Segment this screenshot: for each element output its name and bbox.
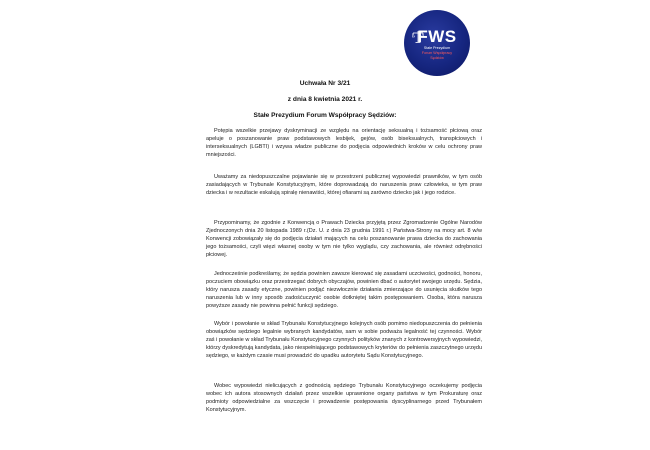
paragraph: Wybór i powołanie w skład Trybunału Konstytucyjnego kolejnych osób pomimo niedopuszczenia do pełnienia obowiązków sędziego legalnie wybranych kandydatów, sam w sobie podważa legalność tej czynności. Wybór zaś i powołanie w skład Trybunału Konstytucyjnego czynnych polityków znanych z kontrowersyjnych wypowiedzi, którzy dyskredytują kandydata, jako niespełniającego podstawowych kryteriów do pełnienia zaszczytnego urzędu sędziego, w każdym czasie musi prowadzić do upadku autorytetu Sądu Konstytucyjnego. [206, 321, 482, 359]
logo-subtitle-1: Stałe Prezydium [423, 45, 451, 50]
logo-subtitle-2: Forum Współpracy [421, 50, 453, 55]
logo-text: FWS [417, 26, 457, 46]
logo-subtitle-3: Sędziów [430, 56, 444, 61]
document-date: z dnia 8 kwietnia 2021 r. [287, 96, 363, 103]
paragraph: Przypominamy, że zgodnie z Konwencją o Prawach Dziecka przyjętą przez Zgromadzenie Ogólne Narodów Zjednoczonych dnia 20 listopada 1989 r.(Dz. U. z dnia 23 grudnia 1991 r.) Państwa-Strony na mocy art. 8 w/w Konwencji zobowiązały się do podjęcia działań mających na celu poszanowanie prawa dziecka do zachowania jego tożsamości, czyli więzi własnej osoby w tym nie tylko wyglądu, czy zachowania, ale również odrębności płciowej. [206, 220, 482, 258]
paragraph: Jednocześnie podkreślamy, że sędzia powinien zawsze kierować się zasadami uczciwości, godności, honoru, poczuciem obowiązku oraz przestrzegać dobrych obyczajów, powinien dbać o autorytet swojego urzędu. Sędzia, który narusza zasady etyczne, powinien podjąć niezwłocznie działania zmierzające do usunięcia skutków tego naruszenia lub w inny sposób zadośćuczynić osobie dotkniętej takim postępowaniem. Osoba, która narusza powyższe zasady nie powinna pełnić funkcji sędziego. [206, 271, 482, 309]
document-title: Uchwała Nr 3/21 [299, 80, 351, 87]
paragraph: Potępia wszelkie przejawy dyskryminacji ze względu na orientację seksualną i tożsamość płciową oraz apeluje o poszanowanie praw podstawowych lesbijek, gejów, osób biseksualnych, transpłciowych i interseksualnych (LGBTI) i wzywa władze publiczne do podjęcia odpowiednich kroków w celu ochrony praw mniejszości. [206, 128, 482, 158]
paragraph: Wobec wypowiedzi nielicujących z godnością sędziego Trybunału Konstytucyjnego oczekujemy podjęcia wobec ich autora stosownych działań przez wszelkie uprawnione organy państwa w tym Prokuraturę oraz podmioty odpowiedzialne za wszczęcie i prowadzenie postępowania dyscyplinarnego przed Trybunałem Konstytucyjnym. [206, 383, 482, 413]
document-issuer: Stałe Prezydium Forum Współpracy Sędziów: [253, 112, 397, 119]
scales-icon [412, 30, 424, 44]
paragraph: Uważamy za niedopuszczalne pojawianie się w przestrzeni publicznej wypowiedzi prawników, w tym osób zasiadających w Trybunale Konstytucyjnym, które doprowadzają do naruszenia praw człowieka, w tym praw dziecka i w rezultacie eskalują spiralę nienawiści, której ofiarami są zarówno dziecko jak i jego rodzice. [206, 174, 482, 196]
fws-logo [404, 10, 470, 76]
